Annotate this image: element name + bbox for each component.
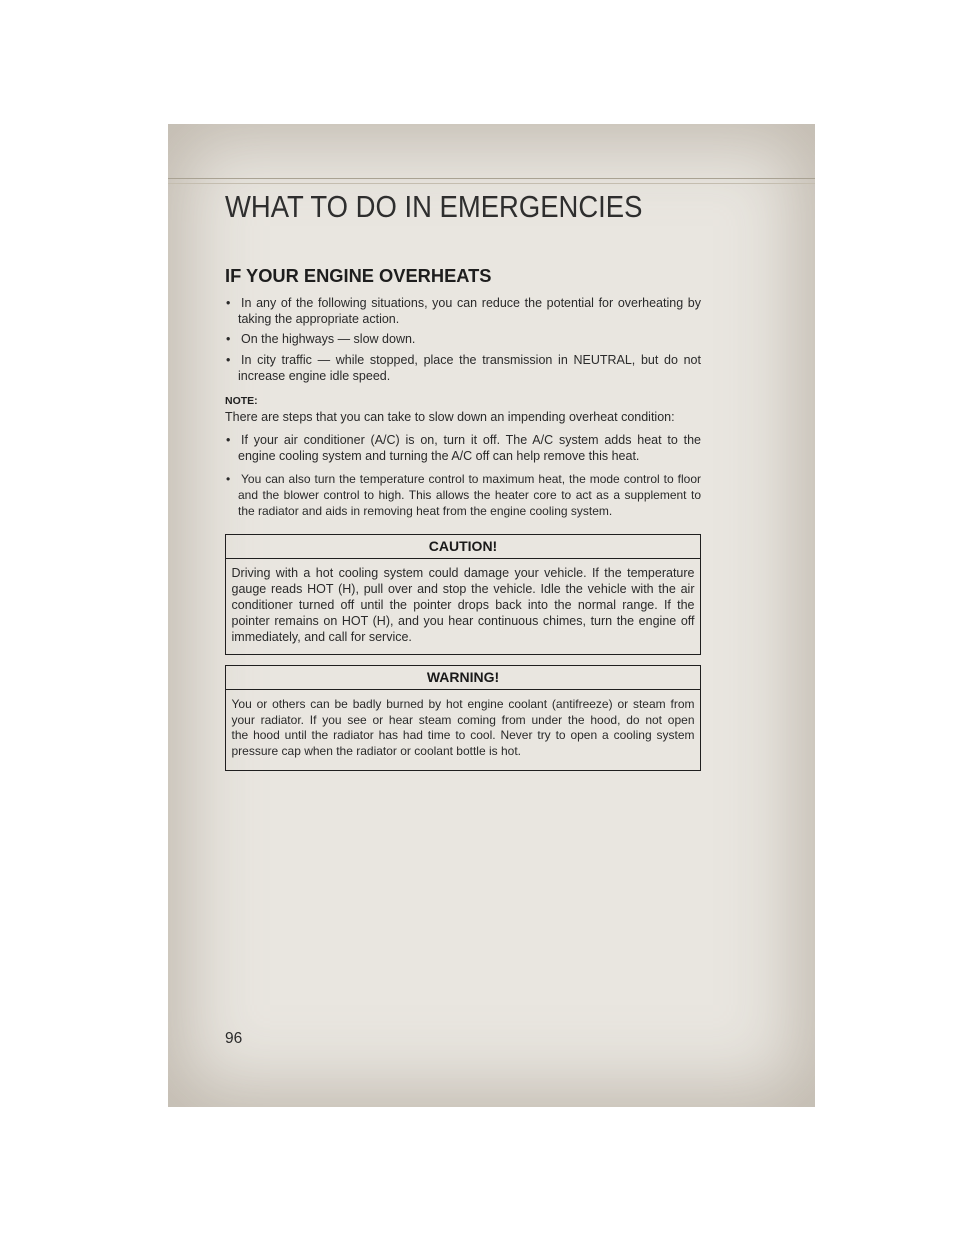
text-line: On the highways — slow down. [241, 332, 416, 346]
text-line: In any of the following situations, you can reduce the potential for overheating by [241, 296, 701, 310]
warning-box [225, 665, 701, 771]
text-line: immediately, and call for service. [231, 630, 412, 644]
bullet-text [238, 295, 701, 327]
bullet-glyph: • [226, 472, 231, 486]
bullet-item [225, 352, 701, 384]
manual-page [168, 124, 815, 1107]
text-line: increase engine idle speed. [238, 369, 391, 383]
text-line: You can also turn the temperature control to maximum heat, the mode control to floor [241, 472, 701, 486]
warning-header [226, 666, 700, 690]
warning-text [226, 690, 700, 760]
warning-label: WARNING! [426, 669, 500, 685]
bullet-glyph: • [226, 353, 231, 367]
text-line: Driving with a hot cooling system could damage your vehicle. If the temperature [231, 566, 695, 580]
text-line: You or others can be badly burned by hot engine coolant (antifreeze) or steam from [231, 697, 695, 711]
text-line: the hood until the radiator has had time to cool. Never try to open a cooling system [231, 728, 695, 743]
text-line: taking the appropriate action. [238, 312, 400, 326]
text-line: gauge reads HOT (H), pull over and stop the vehicle. Idle the vehicle with the air [231, 582, 695, 596]
bullet-item [225, 295, 701, 327]
section-heading: IF YOUR ENGINE OVERHEATS [225, 265, 492, 286]
bullet-glyph: • [226, 433, 231, 447]
bullet-text [238, 471, 701, 519]
text-line: and the blower control to high. This allows the heater core to act as a supplement to [238, 488, 701, 502]
bullet-item [225, 331, 701, 347]
text-line: conditioner turned off until the pointer drops back into the normal range. If the [231, 598, 695, 612]
page-title: WHAT TO DO IN EMERGENCIES [225, 190, 643, 224]
caution-label: CAUTION! [428, 538, 498, 554]
text-line: the radiator and aids in removing heat from the engine cooling system. [238, 504, 613, 518]
bullet-item [225, 432, 701, 464]
caution-text [226, 559, 700, 646]
text-line: your radiator. If you see or hear steam coming from under the hood, do not open [231, 712, 695, 727]
bullet-item [225, 471, 701, 519]
bullet-text [238, 432, 701, 464]
text-line: If your air conditioner (A/C) is on, turn it off. The A/C system adds heat to the [241, 433, 701, 447]
bullet-text [238, 352, 701, 384]
bullet-glyph: • [226, 332, 231, 346]
text-line: pointer remains on HOT (H), and you hear continuous chimes, turn the engine off [231, 614, 695, 628]
note-text: There are steps that you can take to slow down an impending overheat condition: [225, 410, 675, 424]
header-rule-bottom [168, 183, 815, 184]
text-line: pressure cap when the radiator or coolant bottle is hot. [231, 744, 521, 759]
header-rule-top [168, 178, 815, 179]
page-number: 96 [225, 1030, 243, 1047]
text-line: engine cooling system and turning the A/C off can help remove this heat. [238, 449, 640, 463]
bullet-text [238, 331, 701, 347]
caution-box [225, 534, 701, 655]
bullet-glyph: • [226, 296, 231, 310]
text-line: In city traffic — while stopped, place the transmission in NEUTRAL, but do not [241, 353, 701, 367]
note-label: NOTE: [225, 395, 258, 407]
caution-header [226, 535, 700, 559]
